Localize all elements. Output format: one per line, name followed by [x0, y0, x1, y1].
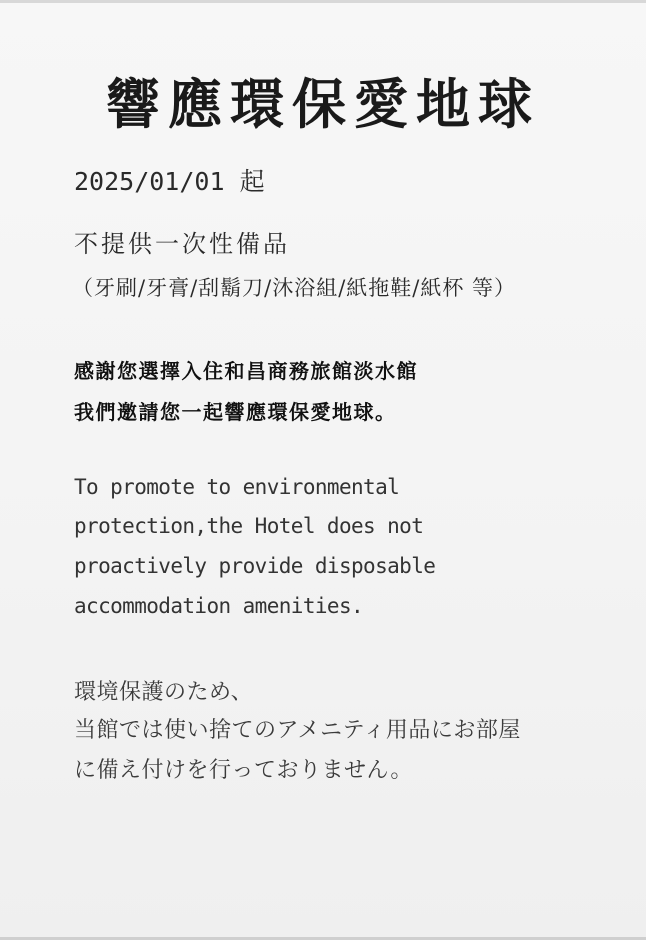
english-line-3: proactively provide disposable — [74, 554, 436, 578]
japanese-line-3: に備え付けを行っておりません。 — [74, 758, 413, 783]
notice-title: 響應環保愛地球 — [106, 72, 540, 136]
effective-date: 2025/01/01 起 — [74, 167, 265, 196]
invite-message: 我們邀請您一起響應環保愛地球。 — [74, 400, 397, 424]
thanks-message: 感謝您選擇入住和昌商務旅館淡水館 — [74, 359, 418, 383]
amenity-items-list: （牙刷/牙膏/刮鬍刀/沐浴組/紙拖鞋/紙杯 等） — [72, 276, 517, 300]
english-line-2: protection,the Hotel does not — [74, 514, 424, 538]
notice-headline: 不提供一次性備品 — [74, 230, 290, 258]
paper-top-edge — [0, 0, 646, 3]
japanese-line-1: 環境保護のため、 — [74, 680, 254, 705]
english-line-1: To promote to environmental — [74, 475, 400, 499]
english-line-4: accommodation amenities. — [74, 594, 364, 618]
japanese-line-2: 当館では使い捨てのアメニティ用品にお部屋 — [74, 718, 521, 743]
